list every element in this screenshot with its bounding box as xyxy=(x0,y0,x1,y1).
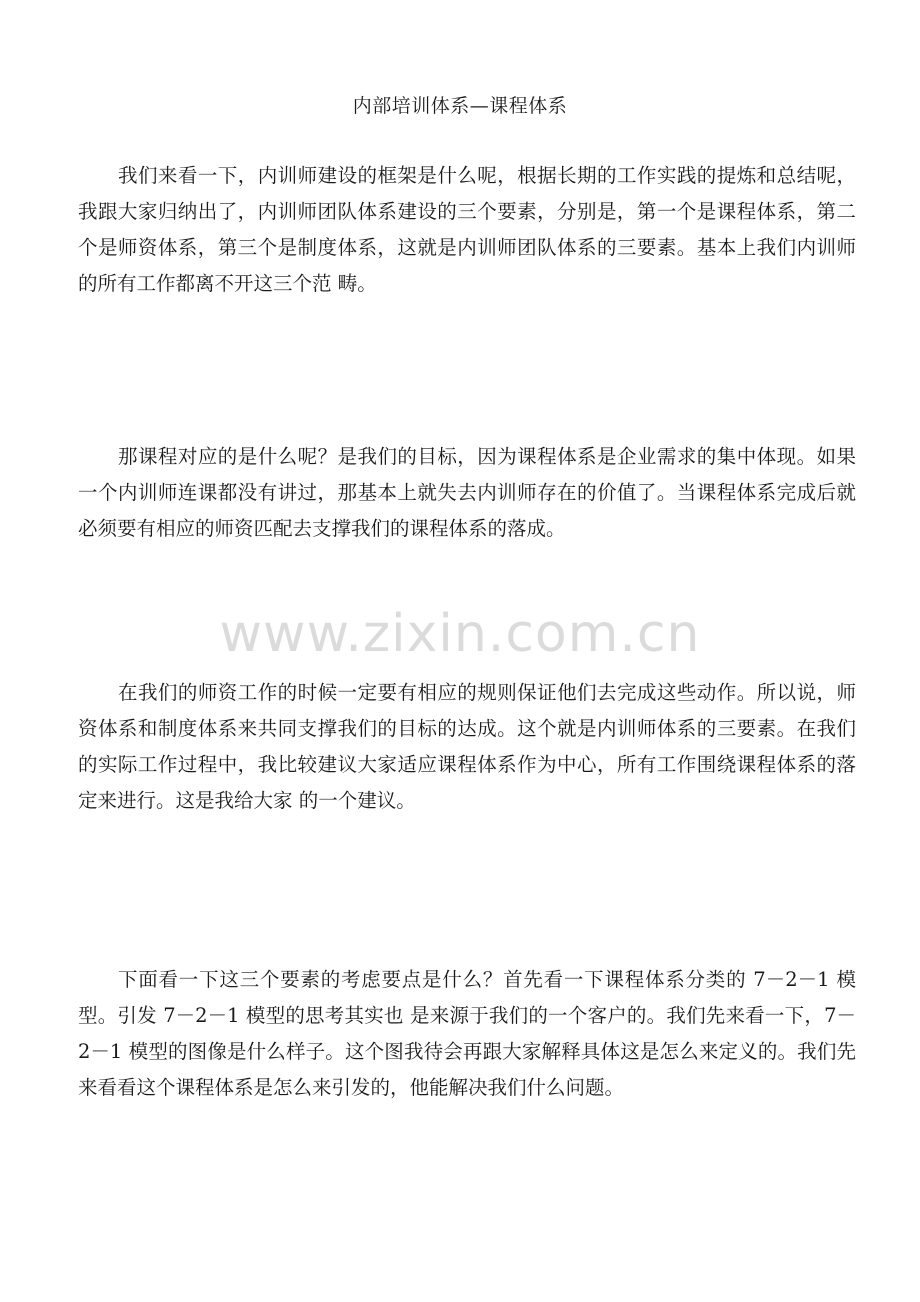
paragraph-2: 那课程对应的是什么呢？是我们的目标，因为课程体系是企业需求的集中体现。如果一个内训师连课都没有讲过，那基本上就失去内训师存在的价值了。当课程体系完成后就必须要有相应的师资匹配去支撑我们的课程体系的落成。 xyxy=(78,445,856,540)
paragraph-3: 在我们的师资工作的时候一定要有相应的规则保证他们去完成这些动作。所以说，师资体系和制度体系来共同支撑我们的目标的达成。这个就是内训师体系的三要素。在我们的实际工作过程中，我比较建议大家适应课程体系作为中心，所有工作围绕课程体系的落定来进行。这是我给大家 的一个建议。 xyxy=(78,681,856,812)
paragraph-1: 我们来看一下，内训师建设的框架是什么呢，根据长期的工作实践的提炼和总结呢，我跟大家归纳出了，内训师团队体系建设的三个要素，分别是，第一个是课程体系，第二个是师资体系，第三个是制度体系，这就是内训师团队体系的三要素。基本上我们内训师的所有工作都离不开这三个范 畴。 xyxy=(78,164,856,295)
watermark-text: www.zixin.com.cn xyxy=(219,604,701,664)
document-title: 内部培训体系—课程体系 xyxy=(352,95,568,117)
paragraph-4: 下面看一下这三个要素的考虑要点是什么？首先看一下课程体系分类的 7－2－1 模型。引发 7－2－1 模型的思考其实也 是来源于我们的一个客户的。我们先来看一下，7－2－1 模型的图像是什么样子。这个图我待会再跟大家解释具体这是怎么来定义的。我们先来看看这个课程体系是怎么来引发的，他能解决我们什么问题。 xyxy=(78,968,856,1099)
